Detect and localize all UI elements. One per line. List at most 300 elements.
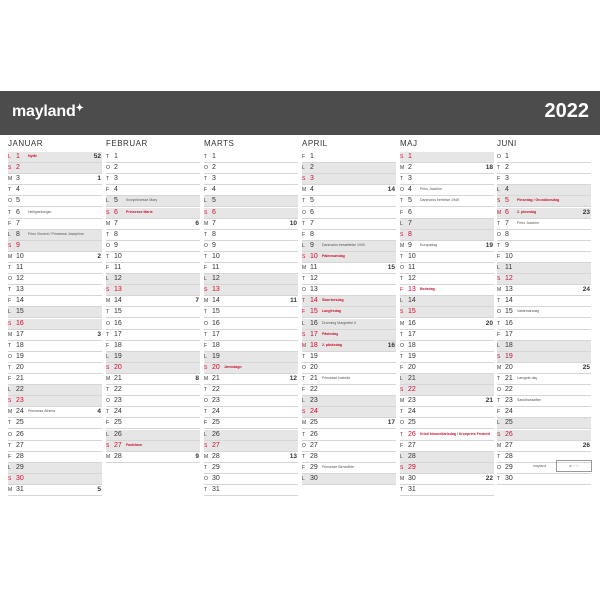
day-number: 8: [408, 230, 412, 238]
day-row: [204, 274, 298, 285]
weekday-letter: M: [302, 420, 307, 427]
weekday-letter: S: [8, 320, 12, 327]
weekday-letter: T: [400, 331, 404, 338]
day-row: [302, 407, 396, 418]
week-number: 16: [387, 341, 395, 349]
weekday-letter: O: [204, 242, 208, 249]
day-number: 17: [16, 330, 24, 338]
day-row: [302, 452, 396, 463]
weekday-letter: S: [302, 176, 306, 183]
day-number: 26: [16, 430, 24, 438]
day-row: [106, 252, 200, 263]
weekday-letter: S: [8, 398, 12, 405]
weekday-letter: F: [8, 453, 12, 460]
day-number: 11: [212, 264, 220, 271]
day-row: [302, 163, 396, 174]
weekday-letter: L: [204, 198, 207, 205]
day-number: 19: [114, 352, 122, 360]
day-number: 31: [16, 486, 24, 493]
day-row: [8, 418, 102, 429]
weekday-letter: T: [400, 198, 404, 205]
day-number: 26: [212, 430, 220, 438]
day-row: [302, 208, 396, 219]
day-number: 30: [408, 474, 416, 482]
day-row: [8, 396, 102, 407]
day-number: 4: [212, 186, 216, 194]
day-note: Helligtrekonger: [28, 209, 52, 214]
week-number: 1: [97, 175, 101, 183]
weekday-letter: S: [106, 287, 110, 294]
day-row: [497, 474, 591, 485]
weekday-letter: M: [106, 220, 111, 227]
day-number: 11: [408, 264, 416, 271]
day-number: 30: [212, 474, 220, 482]
week-number: 24: [582, 286, 590, 294]
day-row: [302, 463, 396, 474]
week-number: 14: [387, 186, 395, 194]
weekday-letter: T: [8, 187, 12, 194]
day-row: [497, 263, 591, 274]
weekday-letter: O: [8, 198, 12, 205]
day-row: [8, 196, 102, 207]
weekday-letter: F: [400, 209, 404, 216]
day-number: 16: [114, 319, 122, 327]
week-number: 20: [485, 319, 493, 327]
day-number: 18: [408, 341, 416, 349]
day-number: 28: [212, 452, 220, 460]
day-row: [204, 385, 298, 396]
day-row: [400, 185, 494, 196]
week-number: 25: [582, 363, 590, 371]
weekday-letter: S: [8, 165, 12, 172]
day-number: 19: [408, 352, 416, 360]
day-row: [8, 363, 102, 374]
day-row: [400, 330, 494, 341]
weekday-letter: O: [8, 353, 12, 360]
weekday-letter: L: [106, 353, 109, 360]
week-number: 3: [97, 330, 101, 338]
weekday-letter: F: [302, 387, 306, 394]
weekday-letter: T: [497, 320, 501, 327]
weekday-letter: T: [302, 220, 306, 227]
day-row: [400, 430, 494, 441]
weekday-letter: O: [8, 276, 12, 283]
day-row: [497, 152, 591, 163]
weekday-letter: M: [302, 342, 307, 349]
brand-star-icon: ✦: [75, 103, 84, 114]
weekday-letter: T: [302, 198, 306, 205]
day-row: [8, 174, 102, 185]
day-row: [106, 230, 200, 241]
day-number: 15: [114, 308, 122, 316]
weekday-letter: T: [302, 431, 306, 438]
weekday-letter: T: [497, 220, 501, 227]
day-row: [204, 307, 298, 318]
weekday-letter: F: [400, 287, 404, 294]
weekday-letter: M: [400, 165, 405, 172]
day-number: 20: [212, 363, 220, 371]
day-row: [400, 252, 494, 263]
day-number: 7: [505, 219, 509, 227]
day-number: 25: [16, 419, 24, 427]
day-note: Påskedag: [322, 331, 339, 336]
day-row: [400, 463, 494, 474]
day-number: 27: [505, 441, 513, 449]
day-number: 27: [16, 441, 24, 449]
week-number: 17: [387, 419, 395, 427]
day-row: [302, 385, 396, 396]
day-number: 8: [16, 230, 20, 238]
day-number: 23: [114, 397, 122, 405]
day-number: 22: [114, 386, 122, 394]
day-row: [302, 274, 396, 285]
weekday-letter: M: [400, 398, 405, 405]
day-number: 14: [505, 297, 513, 305]
weekday-letter: F: [106, 187, 110, 194]
weekday-letter: L: [302, 398, 305, 405]
day-number: 5: [16, 197, 20, 205]
day-number: 3: [505, 175, 509, 183]
weekday-letter: L: [8, 309, 11, 316]
day-row: [497, 430, 591, 441]
day-row: [497, 196, 591, 207]
day-number: 25: [212, 419, 220, 427]
weekday-letter: T: [400, 431, 404, 438]
day-row: [204, 296, 298, 307]
weekday-letter: F: [106, 342, 110, 349]
day-row: [400, 385, 494, 396]
day-number: 11: [114, 264, 122, 271]
day-row: [204, 474, 298, 485]
day-number: 28: [114, 452, 122, 460]
day-row: [497, 341, 591, 352]
day-row: [204, 452, 298, 463]
weekday-letter: L: [400, 453, 403, 460]
day-row: [8, 263, 102, 274]
week-number: 22: [485, 474, 493, 482]
weekday-letter: L: [400, 220, 403, 227]
weekday-letter: S: [302, 253, 306, 260]
day-row: [106, 441, 200, 452]
day-row: [302, 307, 396, 318]
day-number: 19: [212, 352, 220, 360]
day-row: [204, 252, 298, 263]
day-number: 6: [310, 208, 314, 216]
weekday-letter: F: [497, 409, 501, 416]
week-number: 19: [485, 241, 493, 249]
day-number: 15: [310, 308, 318, 316]
weekday-letter: F: [204, 187, 208, 194]
day-number: 16: [212, 319, 220, 327]
day-row: [204, 163, 298, 174]
day-row: [8, 430, 102, 441]
day-number: 12: [505, 275, 513, 283]
day-number: 20: [310, 363, 318, 371]
day-row: [204, 230, 298, 241]
weekday-letter: F: [400, 364, 404, 371]
weekday-letter: S: [400, 387, 404, 394]
day-number: 3: [408, 175, 412, 183]
weekday-letter: F: [106, 265, 110, 271]
day-row: [204, 374, 298, 385]
weekday-letter: T: [204, 464, 208, 471]
weekday-letter: M: [400, 475, 405, 482]
weekday-letter: O: [400, 342, 404, 349]
day-note: Europadag: [420, 242, 438, 247]
week-number: 9: [195, 452, 199, 460]
day-row: [302, 263, 396, 274]
day-number: 14: [310, 297, 318, 305]
day-row: [497, 185, 591, 196]
day-number: 14: [212, 297, 220, 305]
day-row: [302, 230, 396, 241]
weekday-letter: F: [497, 253, 501, 260]
weekday-letter: L: [204, 431, 207, 438]
day-note: Valdemarsdag: [517, 309, 540, 314]
day-number: 29: [212, 463, 220, 471]
weekday-letter: T: [204, 231, 208, 238]
weekday-letter: O: [400, 420, 404, 427]
weekday-letter: T: [8, 265, 12, 271]
week-number: 6: [195, 219, 199, 227]
day-row: [8, 296, 102, 307]
day-number: 1: [114, 153, 118, 160]
day-row: [302, 418, 396, 429]
day-number: 12: [114, 275, 122, 283]
day-row: [400, 374, 494, 385]
weekday-letter: T: [204, 176, 208, 183]
day-row: [8, 352, 102, 363]
weekday-letter: T: [302, 453, 306, 460]
day-note: Langfredag: [322, 309, 342, 314]
day-number: 20: [114, 363, 122, 371]
day-note: Kristi himmelfartsdag / Kronprins Frederik: [420, 431, 491, 436]
weekday-letter: F: [106, 420, 110, 427]
day-number: 24: [505, 408, 513, 416]
weekday-letter: T: [302, 298, 306, 305]
day-row: [106, 407, 200, 418]
day-row: [106, 285, 200, 296]
day-note: Danmarks besættelse 1940: [322, 242, 365, 247]
day-note: Palmesøndag: [322, 253, 345, 258]
weekday-letter: S: [302, 409, 306, 416]
day-number: 1: [310, 153, 314, 160]
day-note: Pinsedag / Grundlovsdag: [517, 198, 560, 203]
day-row: [8, 185, 102, 196]
weekday-letter: T: [497, 298, 501, 305]
weekday-letter: S: [106, 209, 110, 216]
weekday-letter: M: [302, 265, 307, 271]
weekday-letter: L: [204, 353, 207, 360]
day-number: 11: [310, 264, 318, 271]
day-row: [106, 152, 200, 163]
weekday-letter: T: [204, 253, 208, 260]
day-number: 9: [310, 241, 314, 249]
day-row: [400, 241, 494, 252]
day-number: 16: [505, 319, 513, 327]
day-number: 16: [310, 319, 318, 327]
day-number: 12: [408, 275, 416, 283]
weekday-letter: M: [302, 187, 307, 194]
weekday-letter: T: [8, 420, 12, 427]
day-number: 26: [310, 430, 318, 438]
day-row: [106, 330, 200, 341]
day-row: [106, 319, 200, 330]
day-row: [302, 241, 396, 252]
day-number: 19: [16, 352, 24, 360]
day-number: 1: [408, 153, 412, 160]
day-number: 21: [16, 375, 24, 382]
day-number: 10: [310, 252, 318, 260]
day-number: 2: [16, 164, 20, 172]
day-row: [106, 208, 200, 219]
day-number: 15: [505, 308, 513, 316]
weekday-letter: S: [204, 364, 208, 371]
weekday-letter: M: [106, 298, 111, 305]
day-row: [302, 174, 396, 185]
weekday-letter: T: [204, 154, 208, 160]
day-row: [400, 219, 494, 230]
weekday-letter: L: [497, 187, 500, 194]
weekday-letter: O: [204, 320, 208, 327]
day-number: 30: [310, 474, 318, 482]
day-row: [497, 319, 591, 330]
day-row: [106, 452, 200, 463]
day-note: Længste dag: [517, 376, 538, 380]
day-row: [497, 208, 591, 219]
weekday-letter: L: [497, 420, 500, 427]
day-number: 4: [16, 186, 20, 194]
calendar-year: 2022: [544, 100, 589, 122]
day-number: 17: [505, 330, 513, 338]
day-number: 28: [505, 452, 513, 460]
day-row: [106, 263, 200, 274]
weekday-letter: S: [8, 475, 12, 482]
day-number: 7: [114, 219, 118, 227]
day-number: 13: [310, 286, 318, 294]
weekday-letter: O: [106, 242, 110, 249]
weekday-letter: M: [106, 453, 111, 460]
day-row: [400, 319, 494, 330]
day-row: [204, 241, 298, 252]
day-row: [8, 319, 102, 330]
weekday-letter: S: [204, 209, 208, 216]
weekday-letter: T: [302, 376, 306, 382]
day-number: 2: [408, 164, 412, 172]
weekday-letter: L: [106, 276, 109, 283]
day-row: [204, 430, 298, 441]
day-row: [400, 485, 494, 496]
day-row: [400, 208, 494, 219]
weekday-letter: O: [302, 364, 306, 371]
day-number: 22: [505, 386, 513, 394]
day-note: Kronprinsesse Mary: [126, 198, 158, 203]
day-number: 24: [212, 408, 220, 416]
day-row: [400, 418, 494, 429]
day-number: 19: [310, 352, 318, 360]
day-row: [400, 163, 494, 174]
week-number: 15: [387, 264, 395, 271]
day-note: Prinsesse Benedikte: [322, 464, 354, 469]
weekday-letter: S: [400, 464, 404, 471]
weekday-letter: S: [106, 364, 110, 371]
day-row: [400, 230, 494, 241]
weekday-letter: T: [400, 409, 404, 416]
weekday-letter: L: [497, 342, 500, 349]
day-note: Jævndøgn: [224, 364, 242, 369]
day-row: [497, 274, 591, 285]
month-title: APRIL: [302, 139, 328, 148]
weekday-letter: O: [204, 475, 208, 482]
week-number: 4: [97, 408, 101, 416]
day-row: [400, 174, 494, 185]
weekday-letter: O: [497, 231, 501, 238]
weekday-letter: L: [106, 431, 109, 438]
day-number: 18: [212, 341, 220, 349]
day-number: 23: [310, 397, 318, 405]
day-number: 29: [16, 463, 24, 471]
day-row: [302, 296, 396, 307]
week-number: 8: [195, 375, 199, 382]
day-number: 24: [310, 408, 318, 416]
day-number: 16: [408, 319, 416, 327]
day-number: 23: [16, 397, 24, 405]
day-row: [8, 241, 102, 252]
weekday-letter: L: [400, 376, 403, 382]
day-number: 24: [16, 408, 24, 416]
day-row: [8, 441, 102, 452]
day-number: 6: [505, 208, 509, 216]
weekday-letter: T: [497, 398, 501, 405]
day-number: 1: [505, 153, 509, 160]
day-row: [302, 396, 396, 407]
weekday-letter: T: [400, 276, 404, 283]
day-row: [204, 352, 298, 363]
day-row: [497, 352, 591, 363]
weekday-letter: T: [302, 353, 306, 360]
day-number: 11: [16, 264, 24, 271]
day-row: [106, 185, 200, 196]
weekday-letter: T: [106, 231, 110, 238]
day-number: 19: [505, 352, 513, 360]
day-number: 3: [310, 175, 314, 183]
day-number: 13: [408, 286, 416, 294]
day-row: [8, 219, 102, 230]
day-row: [106, 307, 200, 318]
day-row: [106, 385, 200, 396]
day-number: 8: [212, 230, 216, 238]
weekday-letter: L: [497, 265, 500, 271]
weekday-letter: T: [497, 475, 501, 482]
day-number: 29: [408, 463, 416, 471]
day-row: [8, 485, 102, 496]
day-number: 25: [114, 419, 122, 427]
day-number: 4: [310, 186, 314, 194]
day-note: Prinsesse Athena: [28, 409, 56, 414]
day-row: [497, 219, 591, 230]
day-row: [8, 274, 102, 285]
day-row: [400, 307, 494, 318]
day-row: [302, 330, 396, 341]
weekday-letter: L: [302, 320, 305, 327]
day-number: 20: [16, 363, 24, 371]
day-row: [400, 474, 494, 485]
day-number: 18: [16, 341, 24, 349]
day-note: Prins Joachim: [517, 220, 539, 225]
day-row: [400, 196, 494, 207]
day-row: [302, 252, 396, 263]
day-number: 29: [505, 463, 513, 471]
